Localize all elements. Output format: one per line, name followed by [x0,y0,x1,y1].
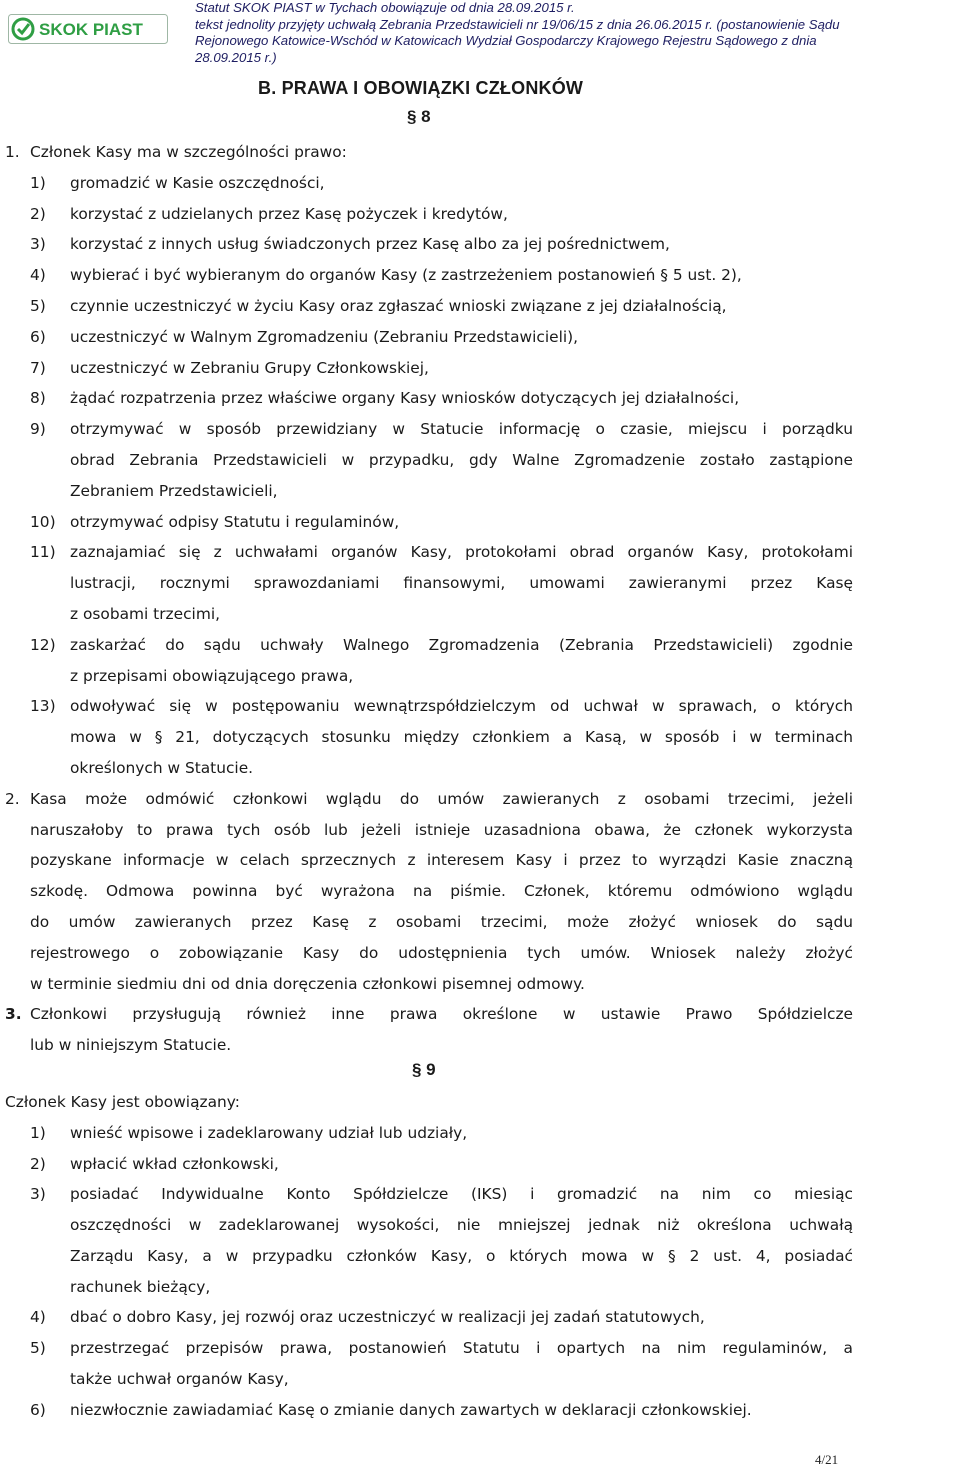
point-text: w terminie siedmiu dni od dnia doręczenia członkowi pisemnej odmowy. [30,974,585,993]
header-note-line: tekst jednolity przyjęty uchwałą Zebrania Przedstawicieli nr 19/06/15 z dnia 26.06.2015 r. (postanowienie Sądu [195,16,840,32]
item-text: z przepisami obowiązującego prawa, [70,666,354,685]
point-text: naruszałoby to prawa tych osób lub jeżeli istnieje uzasadniona obawa, że członek wykorzysta [30,820,853,839]
item-number: 1) [30,1123,46,1142]
list-item-line [0,1364,960,1395]
item-text: odwoływać się w postępowaniu wewnątrzspółdzielczym od uchwał w sprawach, o których [70,697,853,716]
item-number: 11) [30,543,56,562]
item-text: korzystać z innych usług świadczonych przez Kasę albo za jej pośrednictwem, [70,235,670,254]
list-item-line [0,414,960,445]
item-number: 9) [30,420,46,439]
header-note-line: Rejonowego Katowice-Wschód w Katowicach Wydział Gospodarczy Krajowego Rejestru Sądowego z dnia [195,33,817,48]
list-item-line [0,1149,960,1180]
item-text: niezwłocznie zawiadamiać Kasę o zmianie danych zawartych w deklaracji członkowskiej. [70,1400,752,1419]
point-number: 3. [5,1005,22,1024]
item-text: uczestniczyć w Walnym Zgromadzeniu (Zebraniu Przedstawicieli), [70,327,579,346]
item-number: 3) [30,1185,46,1204]
header-note-line: 28.09.2015 r.) [195,49,277,65]
intro-text: Członek Kasy ma w szczególności prawo: [30,143,347,161]
list-item-line [0,260,960,291]
item-number: 4) [30,1308,46,1327]
duties-list [0,1118,960,1426]
item-number: 12) [30,635,56,654]
list-item-line [0,1210,960,1241]
rights-list [0,168,960,784]
item-text: korzystać z udzielanych przez Kasę pożyczek i kredytów, [70,204,508,223]
page-number: 4/21 [815,1452,839,1467]
item-number: 1) [30,173,46,192]
item-text: wnieść wpisowe i zadeklarowany udział lub udziały, [70,1123,468,1142]
list-item-line [0,661,960,692]
point-text: lub w niniejszym Statucie. [30,1036,232,1055]
svg-text:SKOK PIAST: SKOK PIAST [39,20,143,39]
list-item-line [0,1118,960,1149]
point-2 [0,784,960,1000]
item-text: posiadać Indywidualne Konto Spółdzielcze (IKS) i gromadzić na nim co miesiąc [70,1185,853,1204]
list-item-line [0,568,960,599]
list-item-line [0,1241,960,1272]
logo-graphic [8,14,168,44]
item-number: 6) [30,327,46,346]
point-line [0,784,960,815]
item-text: gromadzić w Kasie oszczędności, [70,173,325,192]
point-text: Kasa może odmówić członkowi wglądu do umów zawieranych z osobami trzecimi, jeżeli [30,789,853,808]
item-number: 2) [30,1154,46,1173]
intro-line [0,1087,960,1118]
list-item-line [0,722,960,753]
item-text: także uchwał organów Kasy, [70,1370,289,1389]
item-text: zaznajamiać się z uchwałami organów Kasy, protokołami obrad organów Kasy, protokołami [70,543,853,562]
item-number: 3) [30,235,46,254]
item-number: 13) [30,697,56,716]
item-number: 2) [30,204,46,223]
list-item-line [0,383,960,414]
item-text: wpłacić wkład członkowski, [70,1154,279,1173]
list-item-line [0,353,960,384]
item-number: 6) [30,1400,46,1419]
list-item-line [0,322,960,353]
item-text: czynnie uczestniczyć w życiu Kasy oraz zgłaszać wnioski związane z jej działalnością, [70,296,727,315]
item-text: żądać rozpatrzenia przez właściwe organy Kasy wniosków dotyczących jej działalności, [70,389,740,408]
list-item-line [0,476,960,507]
list-item-line [0,599,960,630]
header-note [195,0,955,66]
point-line [0,969,960,1000]
list-item-line [0,1272,960,1303]
item-number: 8) [30,389,46,408]
point-line [0,999,960,1030]
point-3 [0,999,960,1061]
point-number: 2. [5,789,20,808]
list-item-line [0,229,960,260]
point-text: pozyskane informacje w celach sprzecznych z interesem Kasy i przez to wyrządzi Kasie znaczną [30,851,853,870]
list-item-line [0,537,960,568]
point-line [0,845,960,876]
intro-text: Członek Kasy jest obowiązany: [5,1092,240,1111]
point-text: Członkowi przysługują również inne prawa określone w ustawie Prawo Spółdzielcze [30,1005,853,1024]
skok-piast-logo [8,14,168,44]
list-item-line [0,753,960,784]
item-text: obrad Zebrania Przedstawicieli w przypadku, gdy Walne Zgromadzenie zostało zastąpione [70,450,853,469]
paragraph-8-mark: § 8 [407,107,431,126]
item-text: określonych w Statucie. [70,758,254,777]
list-item-line [0,168,960,199]
item-number: 5) [30,1339,46,1358]
intro-line [0,137,960,168]
page-header [0,0,960,66]
list-item-line [0,199,960,230]
point-number: 1. [5,143,20,161]
point-line [0,907,960,938]
item-number: 7) [30,358,46,377]
item-text: uczestniczyć w Zebraniu Grupy Członkowskiej, [70,358,429,377]
list-item-line [0,445,960,476]
item-text: wybierać i być wybieranym do organów Kasy (z zastrzeżeniem postanowień § 5 ust. 2), [70,266,742,285]
item-text: lustracji, rocznymi sprawozdaniami finansowymi, umowami zawieranymi przez Kasę [70,574,853,593]
list-item-line [0,1333,960,1364]
item-number: 5) [30,296,46,315]
point-text: szkodę. Odmowa powinna być wyrażona na piśmie. Członek, któremu odmówiono wglądu [30,882,853,901]
point-line [0,1030,960,1061]
item-text: otrzymywać w sposób przewidziany w Statucie informację o czasie, miejscu i porządku [70,420,853,439]
item-text: Zarządu Kasy, a w przypadku członków Kasy, o których mowa w § 2 ust. 4, posiadać [70,1246,853,1265]
list-item-line [0,691,960,722]
item-text: otrzymywać odpisy Statutu i regulaminów, [70,512,400,531]
point-line [0,938,960,969]
list-item-line [0,507,960,538]
item-text: oszczędności w zadeklarowanej wysokości, nie mniejszej jednak niż określona uchwałą [70,1216,853,1235]
point-text: rejestrowego o zobowiązanie Kasy do udostępnienia tych umów. Wniosek należy złożyć [30,943,853,962]
item-text: Zebraniem Przedstawicieli, [70,481,278,500]
point-line [0,815,960,846]
item-text: przestrzegać przepisów prawa, postanowień Statutu i opartych na nim regulaminów, a [70,1339,853,1358]
paragraph-9-mark-text: § 9 [412,1059,436,1079]
item-text: mowa w § 21, dotyczących stosunku między członkiem a Kasą, w sposób i w terminach [70,728,853,747]
item-number: 10) [30,512,56,531]
list-item-line [0,1179,960,1210]
document-body [0,137,960,1426]
list-item-line [0,1395,960,1426]
list-item-line [0,291,960,322]
item-number: 4) [30,266,46,285]
point-line [0,876,960,907]
item-text: dbać o dobro Kasy, jej rozwój oraz uczestniczyć w realizacji jej zadań statutowych, [70,1308,705,1327]
item-text: zaskarżać do sądu uchwały Walnego Zgromadzenia (Zebrania Przedstawicieli) zgodnie [70,635,853,654]
section-title: B. PRAWA I OBOWIĄZKI CZŁONKÓW [258,78,584,98]
header-note-line: Statut SKOK PIAST w Tychach obowiązuje od dnia 28.09.2015 r. [195,0,575,15]
list-item-line [0,630,960,661]
item-text: rachunek bieżący, [70,1277,211,1296]
list-item-line [0,1302,960,1333]
point-text: do umów zawieranych przez Kasę z osobami trzecimi, może złożyć wniosek do sądu [30,912,853,931]
item-text: z osobami trzecimi, [70,604,220,623]
